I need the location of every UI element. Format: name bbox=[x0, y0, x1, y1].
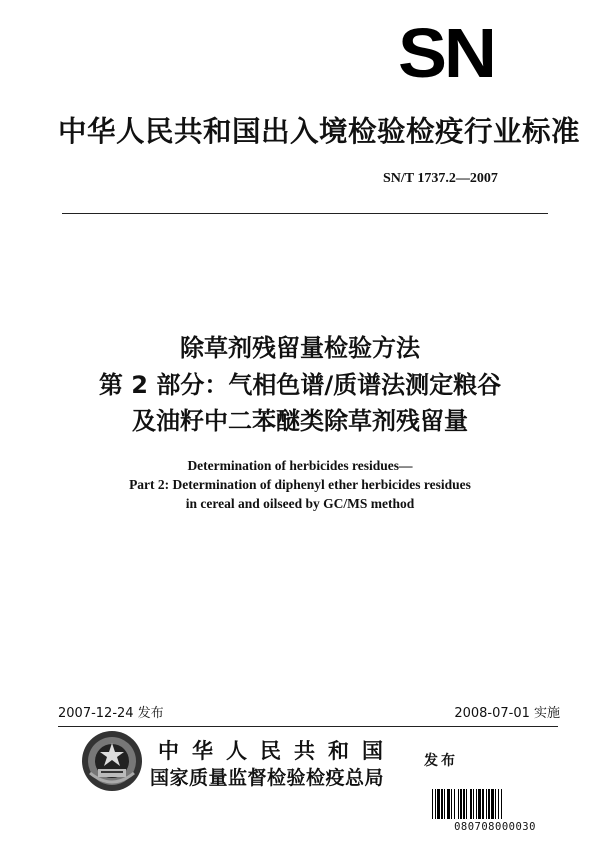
chinese-title-line-3: 及油籽中二苯醚类除草剂残留量 bbox=[132, 407, 468, 435]
publish-label: 发布 bbox=[424, 753, 458, 769]
barcode-bar bbox=[435, 789, 436, 819]
header-divider bbox=[62, 213, 548, 214]
barcode-bar bbox=[460, 789, 462, 819]
barcode-number: 080708000030 bbox=[454, 821, 536, 833]
barcode-bar bbox=[441, 789, 443, 819]
sn-logo: SN bbox=[398, 14, 494, 92]
barcode-bar bbox=[482, 789, 484, 819]
issuer-line-2: 国家质量监督检验检疫总局 bbox=[150, 767, 385, 789]
chinese-title-line-2: 第 2 部分：气相色谱/质谱法测定粮谷 bbox=[98, 371, 502, 399]
barcode-bar bbox=[501, 789, 502, 819]
industry-title: 中华人民共和国出入境检验检疫行业标准 bbox=[58, 115, 581, 148]
implementation-date: 2008-07-01 实施 bbox=[454, 706, 560, 721]
issue-date: 2007-12-24 发布 bbox=[58, 706, 164, 721]
barcode-bar bbox=[491, 789, 494, 819]
barcode-bar bbox=[488, 789, 490, 819]
barcode-bar bbox=[458, 789, 459, 819]
footer-divider bbox=[58, 726, 558, 727]
standard-number: SN/T 1737.2—2007 bbox=[383, 171, 498, 186]
barcode-bar bbox=[466, 789, 467, 819]
issuer-line-1: 中华人民共和国 bbox=[158, 739, 396, 763]
barcode-bar bbox=[454, 789, 455, 819]
barcode-icon bbox=[431, 789, 559, 819]
barcode-bar bbox=[444, 789, 445, 819]
english-title-line-2: Part 2: Determination of diphenyl ether herbicides residues bbox=[129, 477, 471, 492]
barcode-bar bbox=[486, 789, 487, 819]
barcode-bar bbox=[463, 789, 465, 819]
national-emblem-icon bbox=[80, 729, 144, 793]
barcode-bar bbox=[498, 789, 499, 819]
barcode-bar bbox=[447, 789, 450, 819]
barcode-bar bbox=[495, 789, 496, 819]
chinese-title-line-1: 除草剂残留量检验方法 bbox=[180, 334, 420, 362]
barcode-bar bbox=[437, 789, 440, 819]
english-title-line-1: Determination of herbicides residues— bbox=[187, 458, 413, 473]
barcode-bar bbox=[473, 789, 474, 819]
barcode-bar bbox=[470, 789, 472, 819]
barcode-bar bbox=[476, 789, 477, 819]
barcode-bar bbox=[451, 789, 452, 819]
english-title-line-3: in cereal and oilseed by GC/MS method bbox=[185, 496, 415, 511]
barcode-bar bbox=[432, 789, 433, 819]
barcode-bar bbox=[478, 789, 481, 819]
